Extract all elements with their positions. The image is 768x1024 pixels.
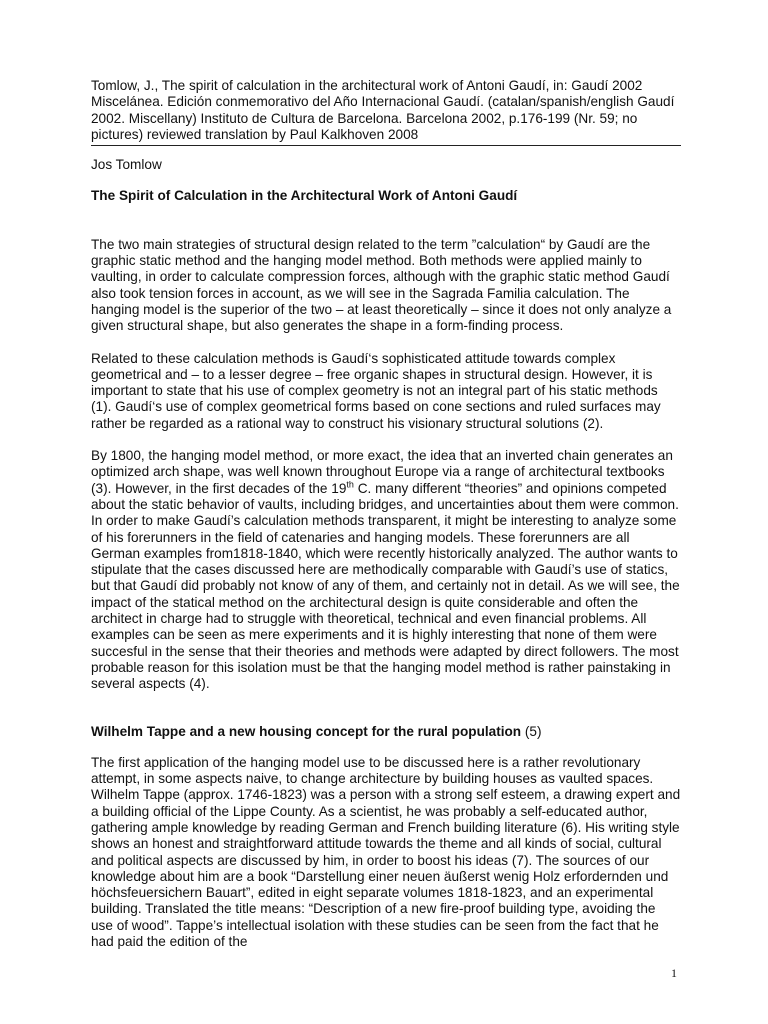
section-heading-text: Wilhelm Tappe and a new housing concept for the rural population [91, 723, 522, 739]
superscript-ordinal: th [346, 479, 354, 490]
section-heading [91, 724, 681, 740]
page-number: 1 [671, 966, 677, 980]
document-page [91, 78, 681, 950]
body-paragraph: The first application of the hanging model use to be discussed here is a rather revolutionary attempt, in some aspects naive, to change architecture by building houses as vaulted spaces. Wilhelm Tappe (approx. 1746-1823) was a person with a strong self esteem, a drawing expert and a building official of the Lippe County. As a scientist, he was probably a self-educated author, gathering ample knowledge by reading German and French building literature (6). His writing style shows an honest and straightforward attitude towards the theme and all kinds of social, cultural and political aspects are discussed by him, in order to boost his ideas (7). The sources of our knowledge about him are a book “Darstellung einer neuen äußerst wenig Holz erfordernden und höchsfeuersichern Bauart”, edited in eight separate volumes 1818-1823, and an experimental building. Translated the title means: “Description of a new fire-proof building type, avoiding the use of wood”. Tappe’s intellectual isolation with these studies can be seen from the fact that he had paid the edition of the [91, 754, 681, 950]
article-title: The Spirit of Calculation in the Architectural Work of Antoni Gaudí [91, 188, 518, 204]
body-paragraph: Related to these calculation methods is Gaudí‘s sophisticated attitude towards complex geometrical and – to a lesser degree – free organic shapes in structural design. However, it is important to state that his use of complex geometry is not an integral part of his static methods (1). Gaudí‘s use of complex geometrical forms based on cone sections and ruled surfaces may rather be regarded as a rational way to construct his visionary structural solutions (2). [91, 350, 661, 431]
citation-header: Tomlow, J., The spirit of calculation in the architectural work of Antoni Gaudí, in: Gaudí 2002 Miscelánea. Edición conmemorativo del Año Internacional Gaudí. (catalan/spanish/english Gaudí 2002. Miscellany) Instituto de Cultura de Barcelona. Barcelona 2002, p.176-199 (Nr. 59; no pictures) reviewed translation by Paul Kalkhoven 2008 [91, 78, 681, 146]
paragraph-text: C. many different “theories” and opinions competed about the static behavior of vaults, including bridges, and uncertainties about them were common. In order to make Gaudí’s calculation methods transparent, it might be interesting to analyze some of his forerunners in the field of catenaries and hanging models. These forerunners are all German examples from1818-1840, which were recently historically analyzed. The author wants to stipulate that the cases discussed here are methodically comparable with Gaudí’s use of statics, but that Gaudí did probably not know of any of them, and certainly not in detail. As we will see, the impact of the statical method on the architectural design is quite considerable and often the architect in charge had to struggle with theoretical, technical and even financial problems. All examples can be seen as mere experiments and it is highly interesting that none of them were succesful in the sense that their theories and methods were adapted by direct followers. The most probable reason for this isolation must be that the hanging model method is rather painstaking in several aspects (4). [91, 480, 680, 692]
paragraph-text: By 1800, the hanging model method, or more exact, the idea that an inverted chain generates an optimized arch shape, was well known throughout Europe via a range of architectural textbooks (3). However, in the first decades of the 19 [91, 448, 673, 496]
author-name: Jos Tomlow [91, 157, 162, 173]
footnote-reference: (5) [521, 723, 542, 739]
body-paragraph: The two main strategies of structural design related to the term ”calculation“ by Gaudí are the graphic static method and the hanging model method. Both methods were applied mainly to vaulting, in order to calculate compression forces, although with the graphic static method Gaudí also took tension forces in account, as we will see in the Sagrada Familia calculation. The hanging model is the superior of the two – at least theoretically – since it does not only analyze a given structural shape, but also generates the shape in a form-finding process. [91, 236, 672, 334]
body-paragraph [91, 448, 681, 692]
